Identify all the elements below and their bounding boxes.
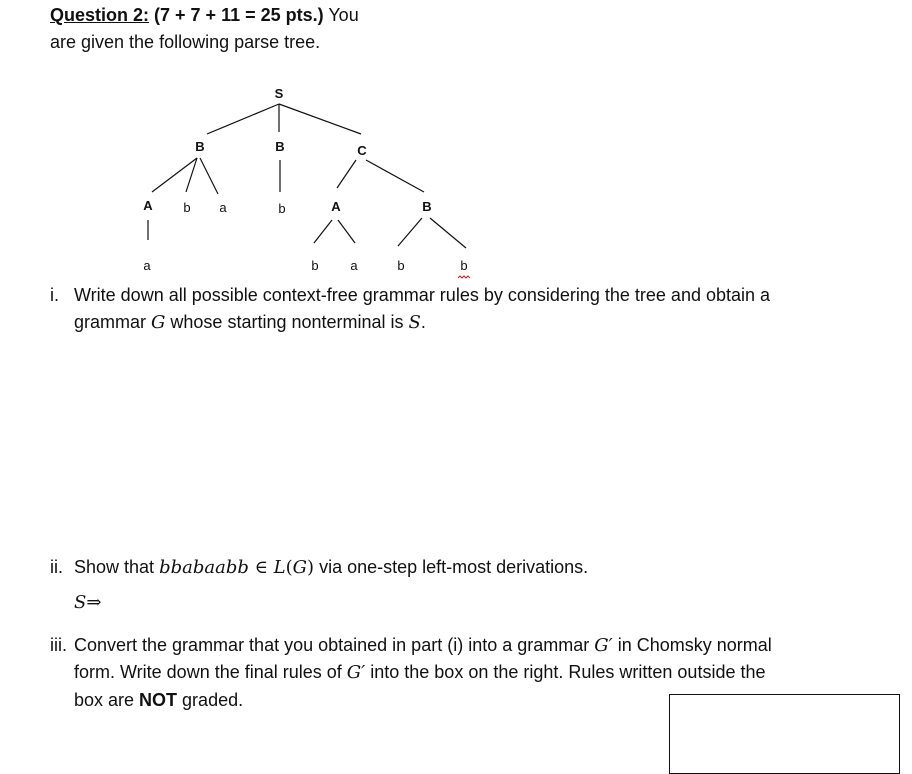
node-b3: B <box>422 199 432 214</box>
part-iii-text1a: Convert the grammar that you obtained in part (i) into a grammar <box>74 635 595 655</box>
part-iii-line2 <box>74 661 766 684</box>
node-b2: B <box>275 139 285 154</box>
node-b1: B <box>195 139 205 154</box>
part-iii-text3a: box are <box>74 690 140 710</box>
edge-c-b <box>366 160 424 192</box>
node-a1: A <box>143 198 153 213</box>
edge-b1-a <box>152 158 197 192</box>
edge-s-c <box>279 104 361 134</box>
leaf-b5: b <box>460 258 468 273</box>
question-intro: are given the following parse tree. <box>50 32 321 52</box>
paren-right: ) <box>307 557 315 578</box>
edge-b1-b <box>186 158 197 192</box>
derivation-start <box>74 591 101 614</box>
derivation-word: bbabaabb <box>159 557 249 578</box>
parse-tree <box>0 0 912 290</box>
edge-c-a <box>337 160 356 188</box>
part-iii-text2a: form. Write down the final rules of <box>74 662 347 682</box>
edge-a-a2 <box>338 220 355 243</box>
part-ii-line <box>50 556 588 579</box>
node-s: S <box>274 86 284 101</box>
leaf-b1: b <box>183 200 191 215</box>
leaf-b3: b <box>311 258 319 273</box>
part-i-text2b: whose starting nonterminal is <box>165 312 409 332</box>
part-i-number: i. <box>50 285 59 305</box>
leaf-a3: a <box>350 258 358 273</box>
answer-box[interactable] <box>669 694 900 774</box>
part-i-line2 <box>74 311 426 334</box>
edge-b1-a2 <box>200 158 218 194</box>
leaf-a-under-a: a <box>143 258 151 273</box>
edge-a-b <box>314 220 332 243</box>
element-of: ∈ <box>248 557 274 578</box>
question-intro-tail: You <box>328 5 359 25</box>
edge-s-b1 <box>207 104 279 134</box>
part-iii-text3b: graded. <box>177 690 244 710</box>
grammar-g: G <box>151 312 166 333</box>
part-iii-line1 <box>50 634 772 657</box>
part-iii-not: NOT <box>139 690 178 710</box>
part-ii-text-post: via one-step left-most derivations. <box>314 557 589 577</box>
leaf-b4: b <box>397 258 405 273</box>
derivation-start-text: S⇒ <box>74 592 102 613</box>
edge-b3-b2 <box>430 218 466 248</box>
node-c: C <box>357 143 367 158</box>
question-points: (7 + 7 + 11 = 25 pts.) <box>154 5 324 25</box>
grammar-g-prime: G′ <box>594 635 613 656</box>
language-g: G <box>292 557 308 578</box>
part-iii-line3 <box>74 689 243 711</box>
language-l: L <box>273 557 286 578</box>
question-title: Question 2: <box>50 5 150 25</box>
part-iii-text2b: into the box on the right. Rules written outside the <box>365 662 766 682</box>
part-i-text1: Write down all possible context-free grammar rules by considering the tree and obtain a <box>74 285 771 305</box>
grammar-g-prime-2: G′ <box>346 662 366 683</box>
part-i-text2c: . <box>420 312 426 332</box>
part-iii-number: iii. <box>50 635 67 655</box>
node-a2: A <box>331 199 341 214</box>
spellcheck-squiggle <box>458 275 472 280</box>
part-ii-number: ii. <box>50 557 63 577</box>
part-i-line1 <box>50 284 770 306</box>
edge-b3-b <box>398 218 422 246</box>
part-ii-text-pre: Show that <box>74 557 160 577</box>
leaf-b2: b <box>278 201 286 216</box>
part-i-text2a: grammar <box>74 312 152 332</box>
leaf-a1: a <box>219 200 227 215</box>
paren-left: ( <box>285 557 293 578</box>
part-iii-text1b: in Chomsky normal <box>612 635 772 655</box>
start-symbol-s: S <box>408 312 421 333</box>
